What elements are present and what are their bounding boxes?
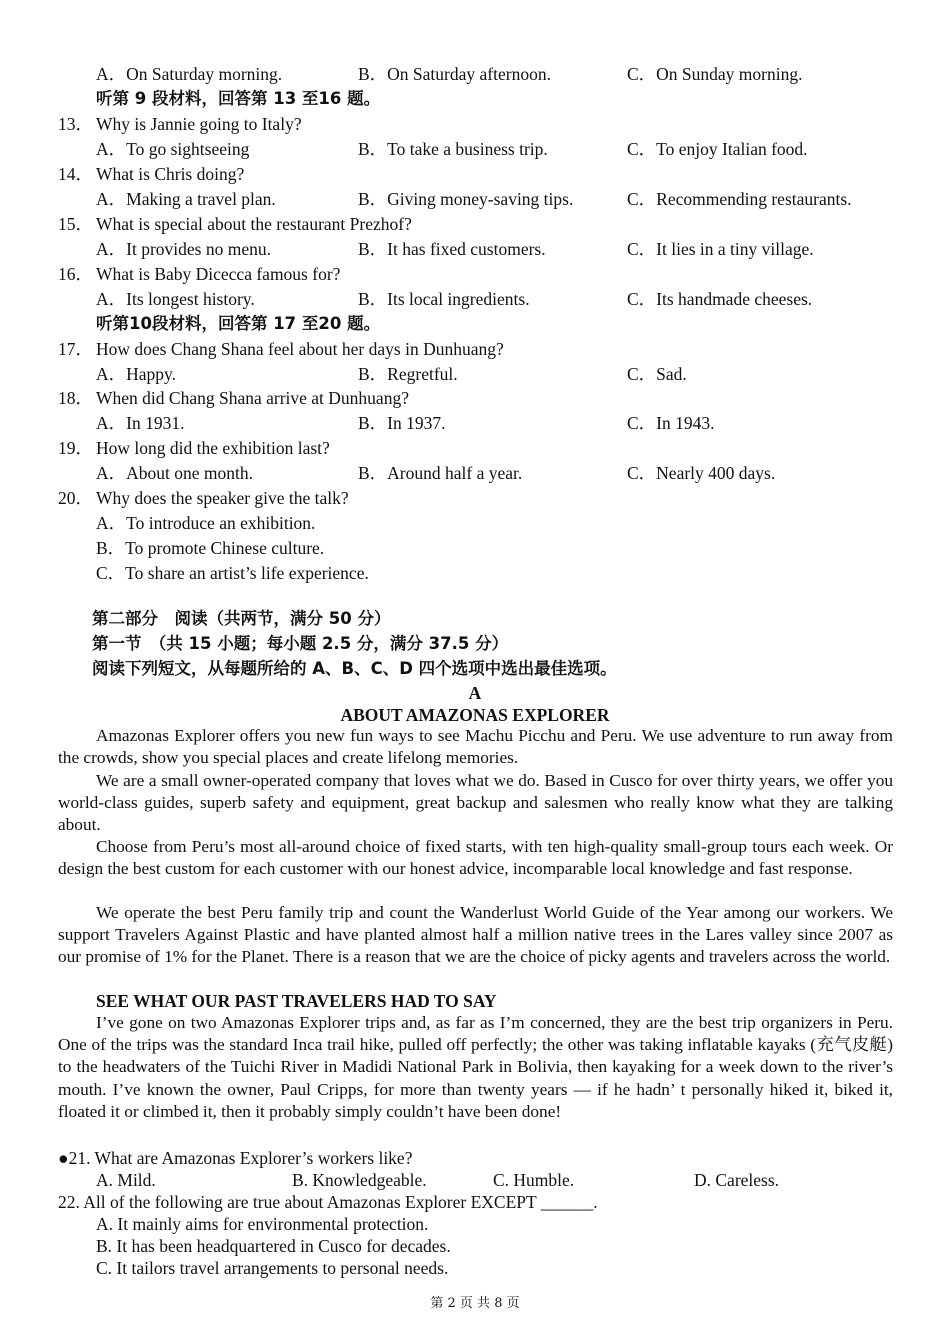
question-21: ●21. What are Amazonas Explorer’s workers like? (58, 1148, 413, 1168)
passage-testimonial: I’ve gone on two Amazonas Explorer trips and, as far as I’m concerned, they are the best trip organizers in Peru. One of the trips was the standard Inca trail hike, pulled off perfectly; the other was taking inflatable kayaks (充气皮艇) to the headwaters of the Tuichi River in Madidi National Park in Bolivia, then kayaking for a week down to the river’s mouth. I’ve known the owner, Paul Cripps, for more than twenty years — if he hadn’ t personally hiked it, biked it, floated it or climbed it, then it probably simply couldn’t have been done! (58, 1013, 893, 1121)
passage-paragraph-1: Amazonas Explorer offers you new fun ways to see Machu Picchu and Peru. We use adventure to run away from the crowds, show you special places and create lifelong memories. (58, 726, 893, 768)
passage-paragraph-3: Choose from Peru’s most all-around choice of fixed starts, with ten high-quality small-group tours each week. Or design the best custom for each customer with our honest advice, incomparable local knowledge and fast response. (58, 837, 893, 879)
question-22-option-b: B. It has been headquartered in Cusco for decades. (96, 1236, 451, 1256)
passage-subtitle: SEE WHAT OUR PAST TRAVELERS HAD TO SAY (96, 991, 497, 1011)
q12-option-b: B．On Saturday afternoon. (358, 64, 551, 84)
question-22-option-c: C. It tailors travel arrangements to personal needs. (96, 1258, 449, 1278)
question-22-option-a: A. It mainly aims for environmental protection. (96, 1214, 429, 1234)
passage-paragraph-2: We are a small owner-operated company that loves what we do. Based in Cusco for over thirty years, we offer you world-class guides, superb safety and equipment, great backup and salesmen who really know what they are talking about. (58, 771, 893, 835)
page-number: 第 2 页 共 8 页 (430, 1296, 520, 1311)
question-22: 22. All of the following are true about Amazonas Explorer EXCEPT ______. (58, 1192, 598, 1212)
q12-option-a: A．On Saturday morning. (96, 64, 283, 84)
passage-title: ABOUT AMAZONAS EXPLORER (340, 705, 610, 725)
q12-option-c: C．On Sunday morning. (627, 64, 803, 84)
passage-letter: A (468, 683, 482, 703)
passage-paragraph-4: We operate the best Peru family trip and count the Wanderlust World Guide of the Year among our workers. We support Travelers Against Plastic and have planted almost half a million native trees in the Lares valley since 2007 as our promise of 1% for the Planet. There is a reason that we are the choice of picky agents and travelers across the world. (58, 903, 893, 967)
